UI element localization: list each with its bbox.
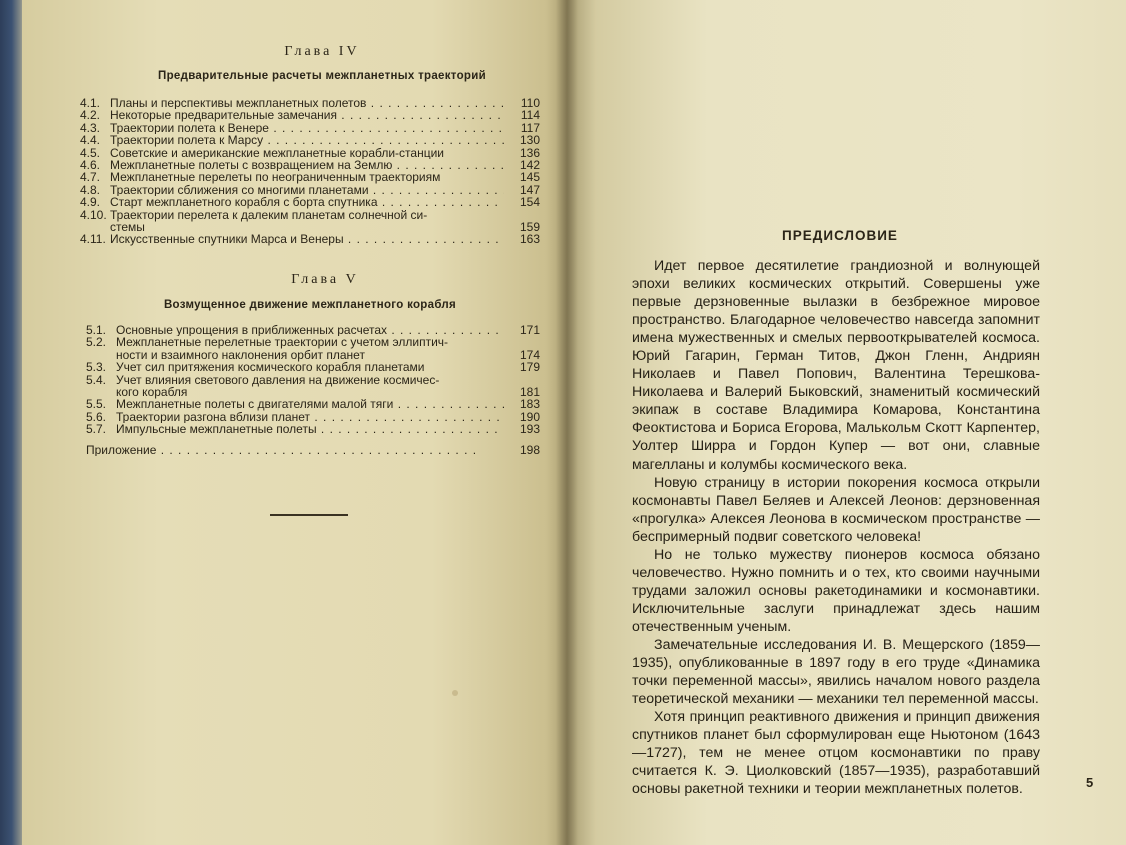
toc-item-title: Межпланетные перелеты по неограниченным траекториям xyxy=(110,171,441,184)
toc-item xyxy=(80,134,540,146)
toc-item xyxy=(86,398,540,410)
toc-item-number: 4.11. xyxy=(80,232,106,247)
toc-item-page: 110 xyxy=(520,96,540,110)
toc-item-title: Основные упрощения в приближенных расчетах . . . xyxy=(116,324,504,336)
toc-item xyxy=(80,159,540,171)
preface-paragraph: Но не только мужеству пионеров космоса обязано человечество. Нужно помнить и о тех, кто своими научными трудами заложил основы ракетодинамики и космонавтики. Исключительные заслуги принадлежат здесь нашим отечественным ученым. xyxy=(632,546,1040,635)
toc-item-page: 130 xyxy=(519,133,540,148)
toc-item-number: 5.5. xyxy=(86,397,107,412)
preface-paragraph: Замечательные исследования И. В. Мещерского (1859—1935), опубликованные в 1897 году в его труде «Динамика точки переменной массы», явились началом нового раздела теоретической механики — механики тел переменной массы. xyxy=(632,636,1040,708)
toc-item-title: Старт межпланетного корабля с борта спутника . . . xyxy=(110,196,504,208)
toc-appendix xyxy=(86,444,540,456)
toc-item xyxy=(80,97,540,109)
toc-item-title: Некоторые предварительные замечания . . . xyxy=(110,109,504,121)
toc-item-page: 163 xyxy=(519,232,540,247)
toc-item xyxy=(86,361,540,373)
chapter-5-title: Глава V xyxy=(291,272,359,287)
toc-item-title: Траектории сближения со многими планетами . . . xyxy=(110,184,504,196)
toc-item xyxy=(80,184,540,196)
toc-chapter-4 xyxy=(80,97,540,246)
toc-item-number: 4.7. xyxy=(80,170,101,185)
preface-paragraph: Новую страницу в истории покорения космоса открыли космонавты Павел Беляев и Алексей Леонов: дерзновенная «прогулка» Алексея Леонова в космическом пространстве — беспримерный подвиг советского человека! xyxy=(632,474,1040,545)
toc-item-number: 5.4. xyxy=(86,372,107,387)
section-divider xyxy=(270,514,348,516)
toc-item-number: 5.3. xyxy=(86,360,107,375)
toc-item xyxy=(80,233,540,245)
toc-item-title: Траектории перелета к далеким планетам солнечной си- стемы xyxy=(110,207,428,235)
toc-item-page: 142 xyxy=(519,158,540,173)
toc-item xyxy=(86,423,540,435)
toc-appendix-page: 198 xyxy=(519,442,540,457)
chapter-4-subtitle: Предварительные расчеты межпланетных траекторий xyxy=(158,70,486,82)
toc-item xyxy=(80,109,540,121)
toc-item xyxy=(80,196,540,208)
toc-item-title: Учет влияния светового давления на движение космичес- кого корабля xyxy=(116,372,440,400)
toc-item-number: 4.8. xyxy=(80,182,101,197)
toc-item-page: 181 xyxy=(519,385,540,400)
toc-item-title: Траектории полета к Венере . . . xyxy=(110,122,504,134)
toc-item-number: 4.1. xyxy=(80,96,101,110)
toc-item-number: 5.2. xyxy=(86,335,107,350)
toc-appendix-title: Приложение . . . xyxy=(86,444,504,456)
toc-chapter-5 xyxy=(86,324,540,456)
chapter-5-subtitle: Возмущенное движение межпланетного корабля xyxy=(163,299,457,311)
toc-item-page: 147 xyxy=(519,182,540,197)
toc-item-number: 4.2. xyxy=(80,108,101,123)
toc-item-page: 171 xyxy=(519,323,540,337)
toc-item xyxy=(86,374,540,399)
book-gutter xyxy=(556,0,578,845)
toc-item-page: 136 xyxy=(519,145,540,160)
preface-paragraph: Идет первое десятилетие грандиозной и волнующей эпохи великих космических открытий. Совершены уже первые дерзновенные вылазки в безбрежное мировое пространство. Благодарное человечество навсегда запомнит имена мужественных и смелых первооткрывателей космоса. Юрий Гагарин, Герман Титов, Джон Гленн, Андриян Николаев и Павел Попович, Валентина Терешкова-Николаева и Валерий Быковский, знаменитый космический экипаж в составе Владимира Комарова, Константина Феоктистова и Бориса Егорова, Малькольм Скотт Карпентер, Уолтер Ширра и Гордон Купер — вот они, славные магелланы и колумбы космического века. xyxy=(632,258,1040,473)
toc-item xyxy=(80,209,540,234)
toc-item-page: 179 xyxy=(519,360,540,375)
preface-text xyxy=(632,257,1040,798)
toc-item-number: 5.7. xyxy=(86,422,107,437)
page-number: 5 xyxy=(1086,775,1094,790)
toc-item-title: Импульсные межпланетные полеты . . . xyxy=(116,423,504,435)
toc-item-title: Межпланетные перелетные траектории с учетом эллиптич- ности и взаимного наклонения орбит планет xyxy=(116,335,449,362)
toc-item-title: Советские и американские межпланетные корабли-станции xyxy=(110,146,444,160)
toc-item xyxy=(80,171,540,183)
toc-item-title: Межпланетные полеты с возвращением на Землю . . . xyxy=(110,159,504,171)
toc-item-title: Учет сил притяжения космического корабля планетами xyxy=(116,361,425,374)
toc-item-page: 183 xyxy=(519,397,540,412)
preface-title: ПРЕДИСЛОВИЕ xyxy=(782,228,898,243)
toc-item-number: 5.6. xyxy=(86,409,107,424)
toc-item-number: 5.1. xyxy=(86,323,107,337)
toc-item-page: 159 xyxy=(519,220,540,235)
toc-item xyxy=(80,122,540,134)
toc-item-title: Траектории полета к Марсу . . . xyxy=(110,134,504,146)
toc-item-number: 4.10. xyxy=(80,207,107,222)
toc-item-number: 4.6. xyxy=(80,158,101,173)
toc-item-page: 190 xyxy=(519,409,540,424)
toc-item-number: 4.3. xyxy=(80,120,101,135)
toc-item-number: 4.9. xyxy=(80,195,101,210)
toc-item-title: Планы и перспективы межпланетных полетов . . . xyxy=(110,97,504,109)
toc-item-title: Траектории разгона вблизи планет . . . xyxy=(116,411,504,423)
chapter-4-title: Глава IV xyxy=(284,44,360,59)
preface-paragraph: Хотя принцип реактивного движения и принцип движения спутников планет был сформулирован еще Ньютоном (1643—1727), тем не менее отцом космонавтики по праву считается К. Э. Циолковский (1857—1935), разработавший основы ракетной техники и теории межпланетных полетов. xyxy=(632,709,1040,798)
toc-item-page: 193 xyxy=(519,422,540,437)
toc-item-number: 4.4. xyxy=(80,133,101,148)
toc-item xyxy=(80,147,540,159)
toc-item xyxy=(86,411,540,423)
toc-item-title: Искусственные спутники Марса и Венеры . . . xyxy=(110,233,504,245)
toc-item-page: 154 xyxy=(519,195,540,210)
toc-item-page: 114 xyxy=(520,108,540,123)
toc-item-number: 4.5. xyxy=(80,145,101,160)
page-stain xyxy=(452,690,458,696)
toc-item-page: 145 xyxy=(519,170,540,185)
toc-item-page: 117 xyxy=(520,120,540,135)
toc-item-title: Межпланетные полеты с двигателями малой тяги . . . xyxy=(116,398,504,410)
toc-item xyxy=(86,336,540,361)
toc-item-page: 174 xyxy=(519,347,540,362)
